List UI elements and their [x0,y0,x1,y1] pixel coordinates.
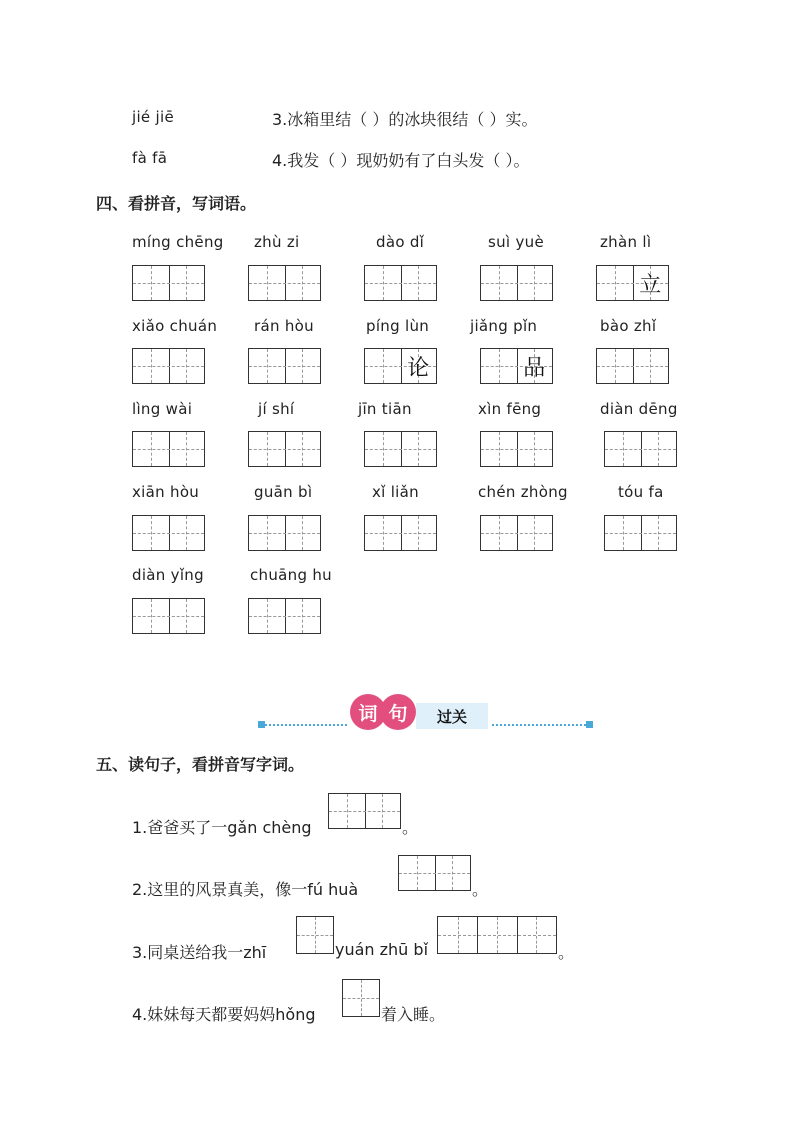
s4-answer-box[interactable] [342,979,380,1017]
word-answer-box[interactable] [248,265,321,301]
divider-line-right [492,724,586,726]
word-pinyin: jīn tiān [358,400,412,418]
word-pinyin: guān bì [254,483,313,501]
word-pinyin: rán hòu [254,317,314,335]
s4-suffix: 着入睡。 [381,1005,446,1024]
word-answer-box[interactable] [596,348,669,384]
word-answer-box[interactable] [248,515,321,551]
grid-guide-line [249,283,320,284]
word-answer-box[interactable] [480,431,553,467]
s2-prefix: 2.这里的风景真美，像一fú huà [132,880,359,899]
divider-label: 过关 [416,703,488,729]
s2-suffix: 。 [472,880,489,899]
grid-guide-line [343,998,379,999]
s1-answer-box[interactable] [328,793,401,829]
word-pinyin: suì yuè [488,233,544,251]
word-pinyin: míng chēng [132,233,224,251]
word-answer-box[interactable] [132,515,205,551]
word-pinyin: píng lùn [366,317,430,335]
word-pinyin: xǐ liǎn [372,483,419,501]
prefilled-char: 品 [523,355,546,381]
grid-guide-line [481,533,552,534]
s1-suffix: 。 [402,818,419,837]
grid-guide-line [365,283,436,284]
word-pinyin: bào zhǐ [600,317,657,335]
grid-guide-line [133,533,204,534]
divider-end-right [586,721,593,728]
grid-guide-line [133,366,204,367]
prefilled-char: 立 [639,272,662,298]
word-answer-box[interactable] [480,348,553,384]
s3-answer-box-2[interactable] [437,916,557,954]
prefilled-char: 论 [407,355,430,381]
word-pinyin: diàn yǐng [132,566,204,584]
grid-guide-line [329,811,400,812]
badge-ju: 句 [380,694,416,730]
word-answer-box[interactable] [596,265,669,301]
word-answer-box[interactable] [364,265,437,301]
word-answer-box[interactable] [248,348,321,384]
word-answer-box[interactable] [480,515,553,551]
grid-guide-line [297,935,333,936]
badge-ci: 词 [350,694,386,730]
grid-guide-line [249,533,320,534]
word-pinyin: xiǎo chuán [132,317,218,335]
s1-prefix: 1.爸爸买了一gǎn chèng [132,818,312,837]
s3-answer-box-1[interactable] [296,916,334,954]
word-pinyin: jiǎng pǐn [470,317,538,335]
s2-answer-box[interactable] [398,855,471,891]
word-pinyin: lìng wài [132,400,193,418]
word-pinyin: xiān hòu [132,483,200,501]
word-pinyin: chuāng hu [250,566,332,584]
grid-guide-line [481,449,552,450]
grid-guide-line [133,616,204,617]
word-answer-box[interactable] [480,265,553,301]
word-answer-box[interactable] [132,431,205,467]
s3-prefix: 3.同桌送给我一zhī [132,943,267,962]
s3-middle: yuán zhū bǐ [335,940,429,959]
q3-sentence: 3.冰箱里结（ ）的冰块很结（ ）实。 [272,110,538,129]
grid-guide-line [605,533,676,534]
grid-guide-line [365,533,436,534]
grid-guide-line [249,616,320,617]
word-pinyin: diàn dēng [600,400,678,418]
section4-heading: 四、看拼音，写词语。 [96,194,257,213]
word-pinyin: zhù zi [254,233,300,251]
grid-guide-line [481,283,552,284]
grid-guide-line [249,449,320,450]
q3-pinyin: jié jiē [132,108,174,126]
grid-guide-line [438,935,556,936]
word-pinyin: chén zhòng [478,483,568,501]
word-answer-box[interactable] [604,431,677,467]
word-pinyin: tóu fa [618,483,664,501]
word-answer-box[interactable] [132,265,205,301]
word-answer-box[interactable] [132,598,205,634]
grid-guide-line [365,449,436,450]
section5-heading: 五、读句子，看拼音写字词。 [96,755,305,774]
word-answer-box[interactable] [364,348,437,384]
word-answer-box[interactable] [364,431,437,467]
word-answer-box[interactable] [364,515,437,551]
q4-pinyin: fà fā [132,149,168,167]
s4-prefix: 4.妹妹每天都要妈妈hǒng [132,1005,316,1024]
word-answer-box[interactable] [248,431,321,467]
grid-guide-line [133,283,204,284]
word-pinyin: dào dǐ [376,233,425,251]
grid-guide-line [597,366,668,367]
divider-line-left [265,724,347,726]
word-pinyin: jí shí [258,400,295,418]
grid-guide-line [249,366,320,367]
word-pinyin: zhàn lì [600,233,652,251]
word-answer-box[interactable] [604,515,677,551]
grid-guide-line [605,449,676,450]
word-answer-box[interactable] [132,348,205,384]
divider-end-left [258,721,265,728]
s3-suffix: 。 [558,943,575,962]
grid-guide-line [399,873,470,874]
word-pinyin: xìn fēng [478,400,542,418]
word-answer-box[interactable] [248,598,321,634]
grid-guide-line [133,449,204,450]
q4-sentence: 4.我发（ ）现奶奶有了白头发（ ）。 [272,151,530,170]
